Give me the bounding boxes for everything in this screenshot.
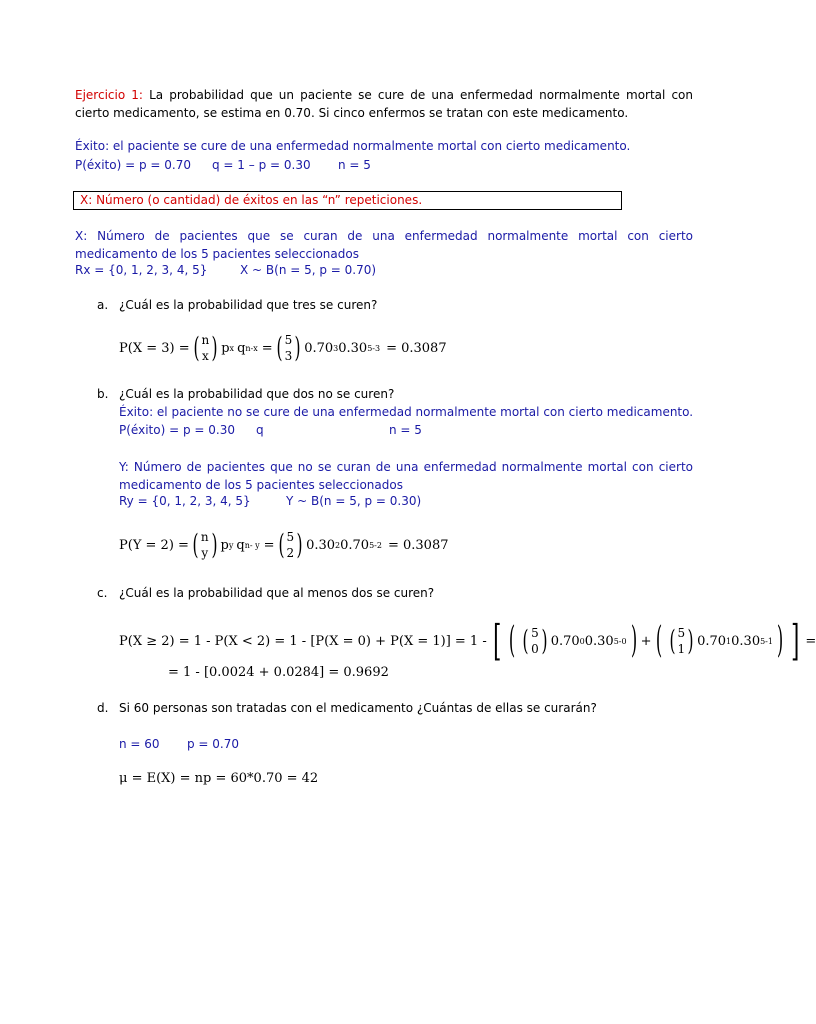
binom-5-1: ( 5 1 ) [669,624,694,657]
binom-n-x: ( n x ) [193,331,218,364]
item-a-label: a. [97,298,109,312]
item-d-question: Si 60 personas son tratadas con el medicamento ¿Cuántas de ellas se curarán? [119,701,597,715]
random-variable-box: X: Número (o cantidad) de éxitos en las “n” repeticiones. [73,191,622,210]
sample-size: n = 60 [119,737,160,751]
success-prob-b: P(éxito) = p = 0.30 [119,423,235,437]
trials-count-b: n = 5 [389,423,422,437]
success-prob-d: p = 0.70 [187,737,240,751]
trials-count: n = 5 [338,158,371,172]
eq-c-line2: = 1 - [0.0024 + 0.0284] = 0.9692 [168,665,389,680]
x-definition: X: Número de pacientes que se curan de una enfermedad normalmente mortal con cierto medicamento de los 5 pacientes seleccionados [75,229,693,261]
exercise-intro [75,86,693,122]
equation-c: P(X ≥ 2) = 1 - P(X < 2) = 1 - [P(X = 0) + P(X = 1)] = 1 - [ ( ( 5 0 ) 0.70 0 0.30 5-0 ) + ( ( 5 1 ) 0.70 1 0.30 5-1 ) ] = [119,616,816,665]
success-prob: P(éxito) = p = 0.70 [75,158,191,172]
item-c-label: c. [97,586,108,600]
failure-prob-b: q [256,423,264,437]
y-definition: Y: Número de pacientes que no se curan de una enfermedad normalmente mortal con cierto medicamento de los 5 pacientes seleccionados [119,460,693,492]
exercise-statement: La probabilidad que un paciente se cure de una enfermedad normalmente mortal con cierto medicamento, se estima en 0.70. Si cinco enfermos se tratan con este medicamento. [75,88,693,120]
expected-value: μ = E(X) = np = 60*0.70 = 42 [119,771,319,786]
item-b-question: ¿Cuál es la probabilidad que dos no se curen? [119,387,395,401]
item-a-question: ¿Cuál es la probabilidad que tres se curen? [119,298,378,312]
failure-prob: q = 1 – p = 0.30 [212,158,311,172]
binom-n-y: ( n y ) [192,528,218,561]
x-range: Rx = {0, 1, 2, 3, 4, 5} [75,263,208,277]
y-distribution: Y ~ B(n = 5, p = 0.30) [286,494,422,508]
binom-5-0: ( 5 0 ) [522,624,548,657]
eq-a-left: P(X = 3) = [119,340,190,356]
x-distribution: X ~ B(n = 5, p = 0.70) [240,263,377,277]
item-c-question: ¿Cuál es la probabilidad que al menos dos se curen? [119,586,435,600]
exercise-label: Ejercicio 1: [75,88,143,102]
equation-b: P(Y = 2) = ( n y ) p y q n- y = ( 5 2 ) 0.30 2 0.70 5-2 = 0.3087 [119,528,449,561]
eq-b-result: = 0.3087 [387,537,449,553]
y-range: Ry = {0, 1, 2, 3, 4, 5} [119,494,251,508]
binom-5-3: ( 5 3 ) [276,331,301,364]
eq-c-left: P(X ≥ 2) = 1 - P(X < 2) = 1 - [P(X = 0) + P(X = 1)] = 1 - [119,633,487,649]
success-definition: Éxito: el paciente se cure de una enfermedad normalmente mortal con cierto medicamento. [75,139,631,153]
item-b-label: b. [97,387,109,401]
equation-a: P(X = 3) = ( n x ) p x q n-x = ( 5 3 ) 0.70 3 0.30 5-3 = 0.3087 [119,331,447,364]
item-d-label: d. [97,701,109,715]
binom-5-2: ( 5 2 ) [278,528,303,561]
eq-b-left: P(Y = 2) = [119,537,189,553]
success-definition-b: Éxito: el paciente no se cure de una enfermedad normalmente mortal con cierto medicamento. [119,405,694,419]
eq-a-result: = 0.3087 [386,340,447,356]
